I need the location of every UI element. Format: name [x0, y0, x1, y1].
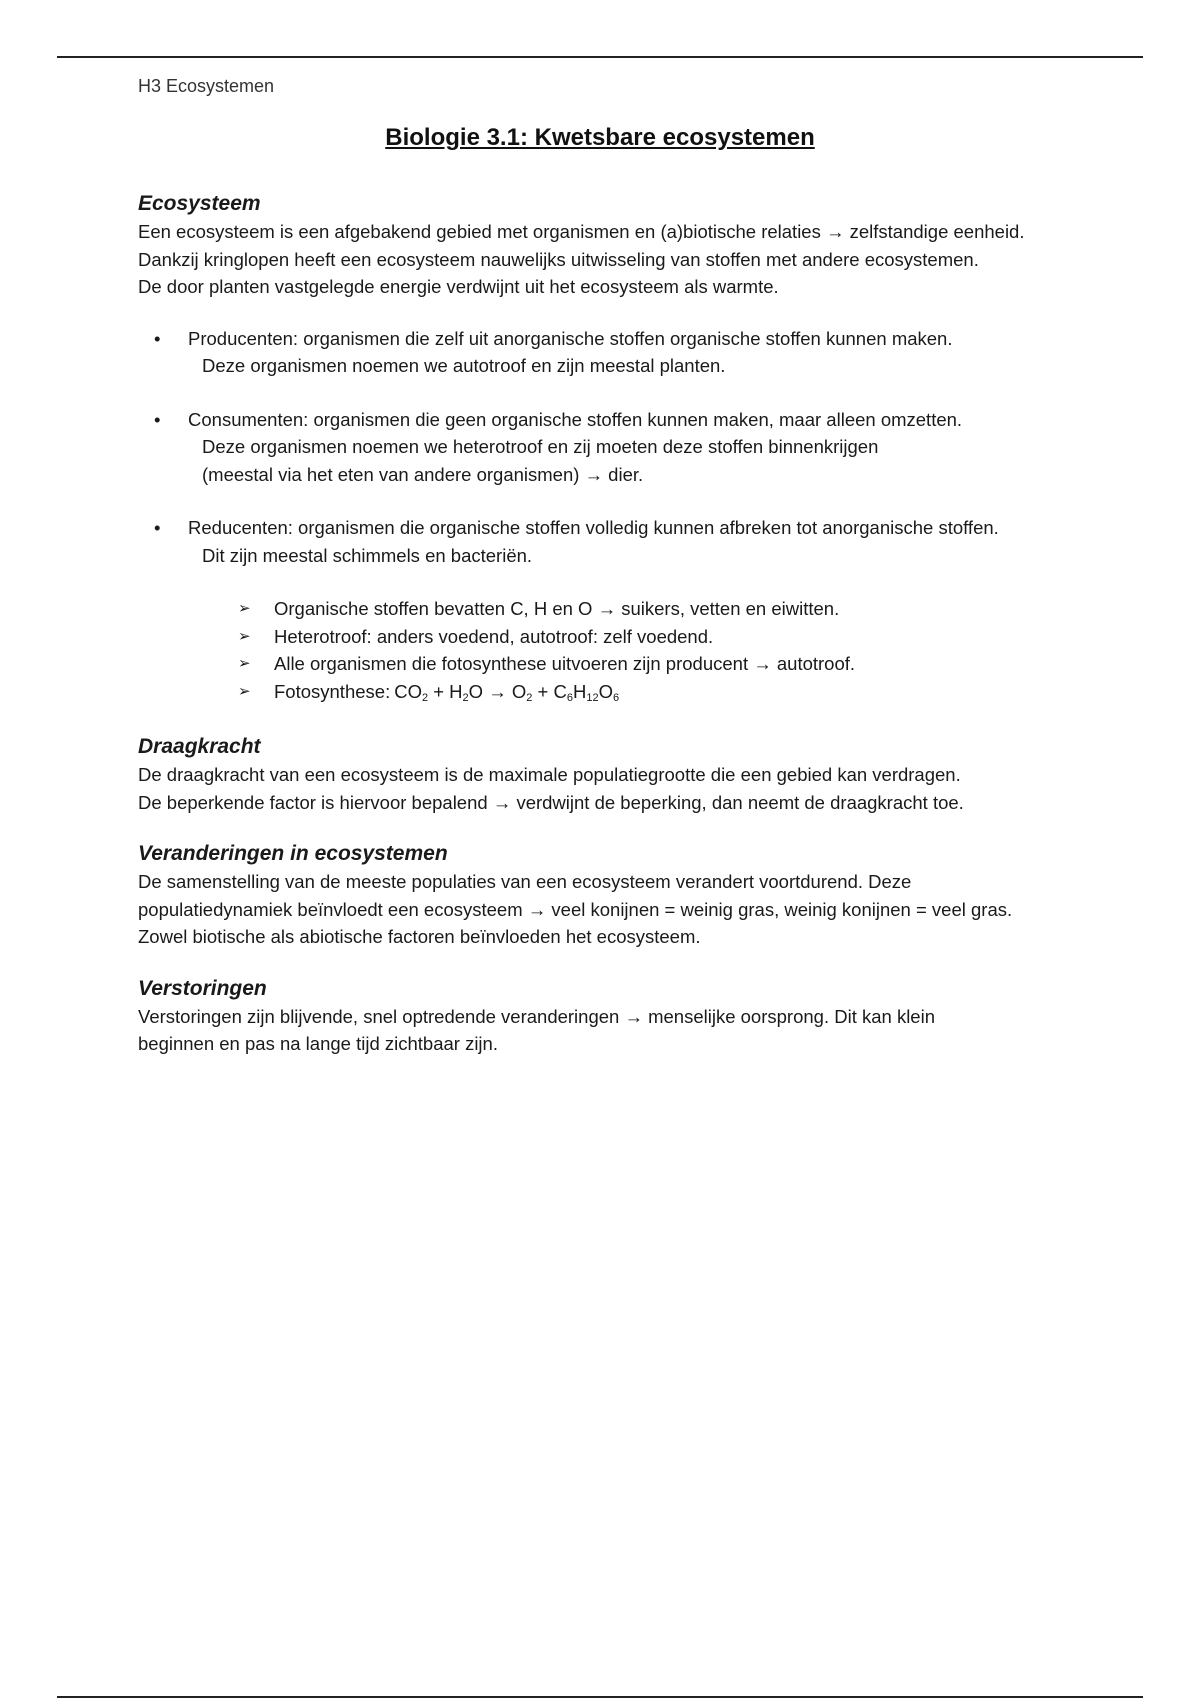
paragraph-line: Zowel biotische als abiotische factoren beïnvloeden het ecosysteem. [138, 926, 701, 947]
bullet-text: Deze organismen noemen we heterotroof en zij moeten deze stoffen binnenkrijgen [202, 436, 879, 457]
paragraph-line: De door planten vastgelegde energie verdwijnt uit het ecosysteem als warmte. [138, 276, 779, 297]
note-text: Alle organismen die fotosynthese uitvoeren zijn producent → autotroof. [274, 653, 856, 674]
bullet-list [138, 325, 1098, 570]
bullet-text: Deze organismen noemen we autotroof en zijn meestal planten. [202, 355, 726, 376]
reaction-arrow: → [488, 680, 507, 702]
paragraph-line: De draagkracht van een ecosysteem is de maximale populatiegrootte die een gebied kan verdragen. [138, 764, 961, 785]
bullet-icon: • [154, 517, 161, 538]
formula-label: Fotosynthese: [274, 680, 391, 702]
formula-item [238, 678, 1098, 706]
arrow-bullet-icon: ➢ [238, 655, 251, 672]
bullet-text: (meestal via het eten van andere organismen) → dier. [202, 463, 644, 485]
page-title: Biologie 3.1: Kwetsbare ecosystemen [385, 124, 815, 151]
section-ecosysteem [138, 190, 1098, 705]
paragraph-line: beginnen en pas na lange tijd zichtbaar zijn. [138, 1033, 498, 1054]
bullet-icon: • [154, 327, 161, 349]
arrow-bullet-icon: ➢ [238, 627, 251, 645]
section-veranderingen [138, 840, 1098, 975]
running-header: H3 Ecosystemen [138, 76, 275, 96]
section-heading: Verstoringen [138, 976, 267, 1000]
paragraph-line: populatiedynamiek beïnvloedt een ecosysteem → veel konijnen = weinig gras, weinig konijnen = veel gras. [138, 898, 1013, 920]
list-item [238, 650, 1098, 678]
list-item [138, 406, 1098, 489]
bullet-text: Reducenten: organismen die organische stoffen volledig kunnen afbreken tot anorganische stoffen. [188, 517, 999, 538]
section-verstoringen [138, 975, 1098, 1058]
document-body [138, 190, 1098, 1058]
list-item [238, 623, 1098, 651]
section-heading: Veranderingen in ecosystemen [138, 842, 448, 865]
section-draagkracht [138, 733, 1098, 840]
paragraph-line: De samenstelling van de meeste populaties van een ecosysteem verandert voortdurend. Deze [138, 871, 912, 892]
formula: Fotosynthese: $CO_2 + H_2O \to O_2 + C_6H_{12}O_6$ [274, 680, 620, 704]
paragraph-line: De beperkende factor is hiervoor bepalend → verdwijnt de beperking, dan neemt de draagkracht toe. [138, 791, 964, 813]
section-heading: Ecosysteem [138, 192, 261, 215]
bullet-text: Producenten: organismen die zelf uit anorganische stoffen organische stoffen kunnen maken. [188, 327, 953, 349]
footer-rule [57, 1696, 1143, 1698]
bullet-icon: • [154, 408, 161, 430]
arrow-bullet-icon: ➢ [238, 682, 251, 700]
list-item [138, 514, 1098, 569]
bullet-text: Consumenten: organismen die geen organische stoffen kunnen maken, maar alleen omzetten. [188, 408, 963, 430]
note-list [138, 595, 1098, 705]
list-item [238, 595, 1098, 623]
note-text: Heterotroof: anders voedend, autotroof: zelf voedend. [274, 625, 714, 647]
paragraph-line: Verstoringen zijn blijvende, snel optredende veranderingen → menselijke oorsprong. Dit kan klein [138, 1005, 935, 1027]
paragraph-line: Dankzij kringlopen heeft een ecosysteem nauwelijks uitwisseling van stoffen met andere ecosystemen. [138, 248, 979, 270]
section-heading: Draagkracht [138, 735, 261, 758]
bullet-text: Dit zijn meestal schimmels en bacteriën. [202, 544, 533, 566]
arrow-bullet-icon: ➢ [238, 600, 251, 617]
paragraph-line: Een ecosysteem is een afgebakend gebied met organismen en (a)biotische relaties → zelfstandige eenheid. [138, 221, 1025, 242]
note-text: Organische stoffen bevatten C, H en O → suikers, vetten en eiwitten. [274, 598, 840, 619]
header-rule [57, 56, 1143, 58]
list-item [138, 325, 1098, 380]
